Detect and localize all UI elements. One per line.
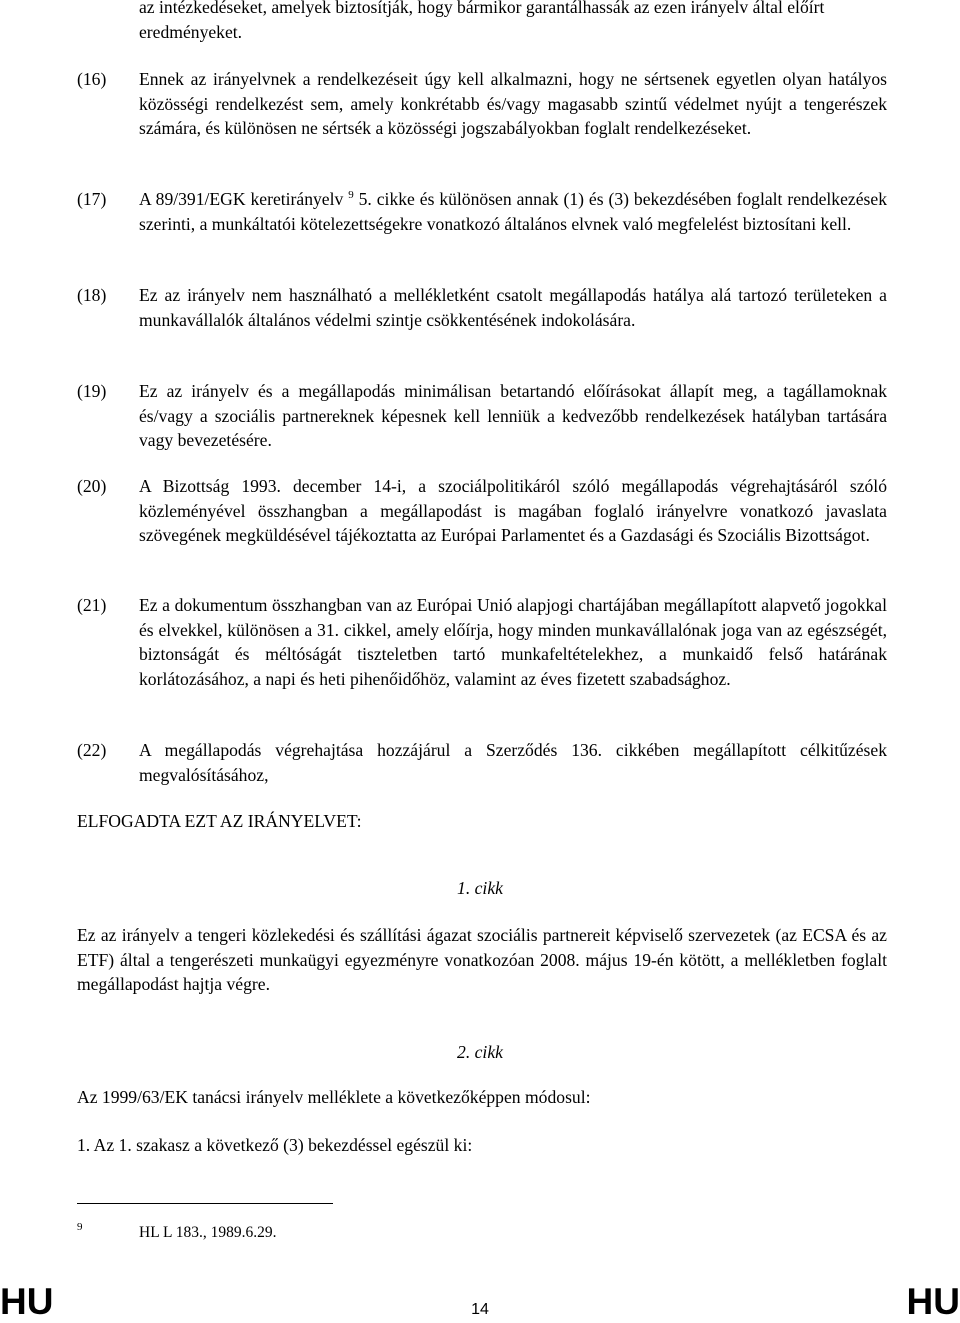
recital-text-after: 5. cikke és különösen annak (1) és (3) bekezdésében foglalt rendelkezések szerinti, a munkáltatói kötelezettségekre vonatkozó általános elvnek való megfelelést biztosítani kell.	[139, 189, 887, 234]
recital-number: (16)	[77, 69, 107, 89]
language-code-left: HU	[0, 1281, 54, 1322]
footnote-number: 9	[77, 1221, 83, 1233]
article-2-title: 2. cikk	[457, 1042, 503, 1062]
recital-16	[77, 67, 887, 141]
footnote-text: HL L 183., 1989.6.29.	[139, 1224, 277, 1241]
recital-text	[139, 187, 887, 236]
recital-number: (22)	[77, 740, 107, 760]
recital-number: (17)	[77, 189, 107, 209]
footnote	[77, 1222, 887, 1244]
recital-21	[77, 593, 887, 691]
recital-18	[77, 283, 887, 332]
recital-number: (21)	[77, 595, 107, 615]
recital-text-before: A 89/391/EGK keretirányelv	[139, 189, 344, 209]
adoption-statement: ELFOGADTA EZT AZ IRÁNYELVET:	[77, 811, 362, 831]
recital-20	[77, 474, 887, 548]
lead-in-paragraph: az intézkedéseket, amelyek biztosítják, hogy bármikor garantálhassák az ezen irányelv által előírt eredményeket.	[139, 0, 825, 42]
recital-number: (20)	[77, 476, 107, 496]
footnote-reference[interactable]: 9	[348, 189, 354, 202]
recital-text: A Bizottság 1993. december 14-i, a szociálpolitikáról szóló megállapodás végrehajtásáról szóló közleményével összhangban a megállapodást is magában foglaló irányelvre vonatkozó javaslata szövegének megküldésével tájékoztatta az Európai Parlamentet és a Gazdasági és Szociális Bizottságot.	[139, 476, 887, 545]
footnote-separator	[77, 1203, 333, 1204]
recital-number: (19)	[77, 381, 107, 401]
page-number: 14	[471, 1301, 489, 1318]
recital-text: Ez az irányelv és a megállapodás minimálisan betartandó előírásokat állapít meg, a tagállamoknak és/vagy a szociális partnereknek képesnek kell lenniük a kedvezőbb rendelkezések hatályban tartására vagy bevezetésére.	[139, 381, 887, 450]
article-1-title: 1. cikk	[457, 878, 503, 898]
recital-text: A megállapodás végrehajtása hozzájárul a Szerződés 136. cikkében megállapított célkitűzések megvalósításához,	[139, 740, 887, 785]
recital-text: Ez az irányelv nem használható a mellékletként csatolt megállapodás hatálya alá tartozó területeken a munkavállalók általános védelmi szintje csökkentésének indokolására.	[139, 285, 887, 330]
recital-17	[77, 187, 887, 236]
article-2-paragraph-1: Az 1999/63/EK tanácsi irányelv melléklete a következőképpen módosul:	[77, 1087, 591, 1107]
recital-19	[77, 379, 887, 453]
article-1-paragraph: Ez az irányelv a tengeri közlekedési és szállítási ágazat szociális partnereit képviselő szervezetek (az ECSA és az ETF) által a tengerészeti munkaügyi egyezményre vonatkozóan 2008. május 19-én kötött, a mellékletben foglalt megállapodást hajtja végre.	[77, 925, 887, 994]
recital-number: (18)	[77, 285, 107, 305]
recital-text: Ez a dokumentum összhangban van az Európai Unió alapjogi chartájában megállapított alapvető jogokkal és elvekkel, különösen a 31. cikkel, amely előírja, hogy minden munkavállalónak joga van az egészségét, biztonságát és méltóságát tiszteletben tartó munkafeltételekhez, a munkaidő felső határának korlátozásához, a napi és heti pihenőidőhöz, valamint az éves fizetett szabadsághoz.	[139, 595, 887, 689]
recital-22	[77, 738, 887, 787]
article-2-paragraph-2: 1. Az 1. szakasz a következő (3) bekezdéssel egészül ki:	[77, 1135, 473, 1155]
language-code-right: HU	[906, 1281, 960, 1322]
recital-text: Ennek az irányelvnek a rendelkezéseit úgy kell alkalmazni, hogy ne sértsenek egyetlen olyan hatályos közösségi rendelkezést sem, amely konkrétabb és/vagy magasabb szintű védelmet nyújt a tengerészek számára, és különösen ne sértsék a közösségi jogszabályokban foglalt rendelkezéseket.	[139, 69, 887, 138]
